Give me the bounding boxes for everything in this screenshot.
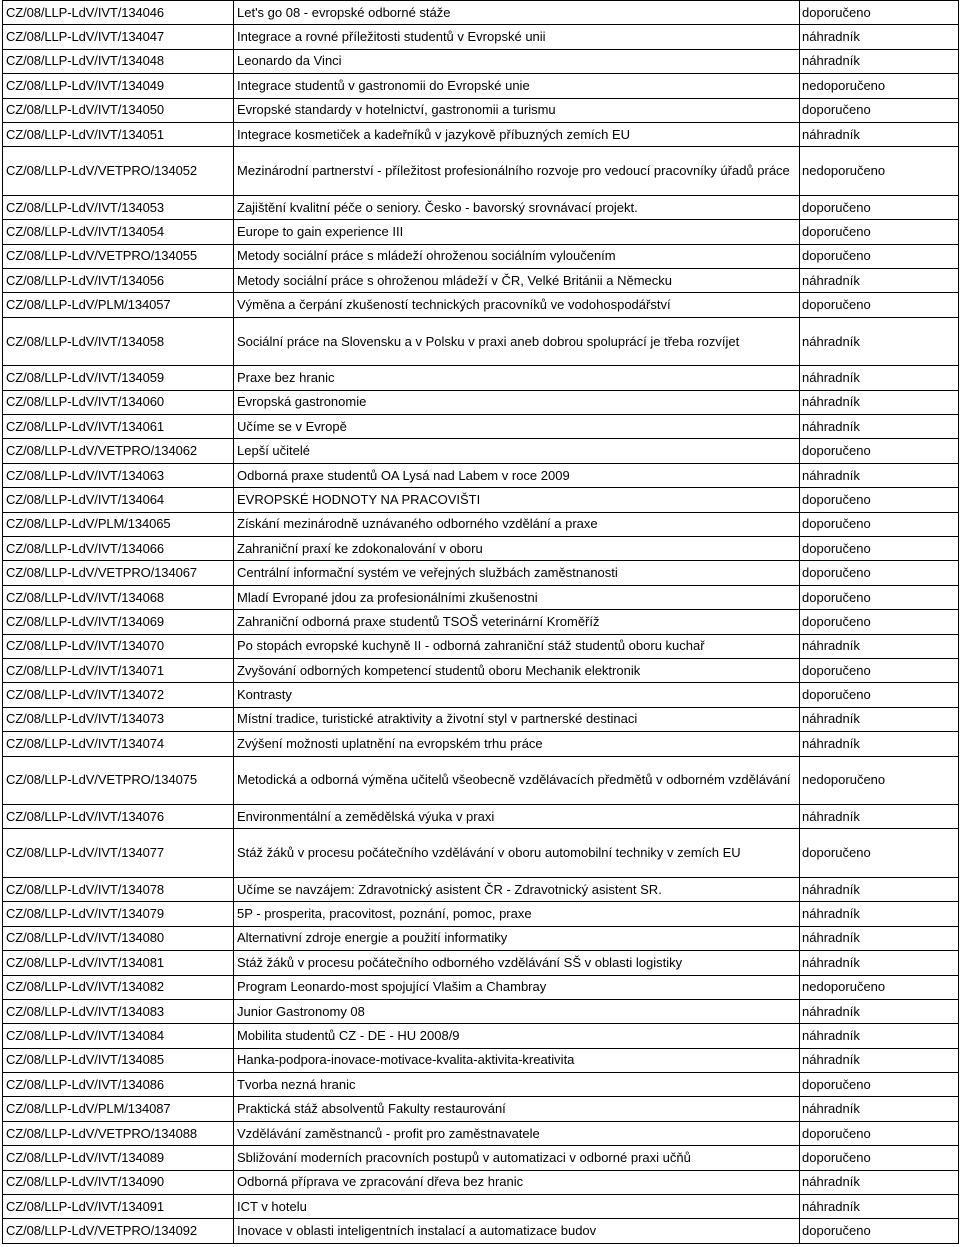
table-row — [3, 999, 959, 1023]
project-code-cell: CZ/08/LLP-LdV/IVT/134091 — [3, 1195, 234, 1219]
table-row — [3, 1048, 959, 1072]
project-code-cell: CZ/08/LLP-LdV/IVT/134056 — [3, 269, 234, 293]
table-row — [3, 366, 959, 390]
project-code-cell: CZ/08/LLP-LdV/VETPRO/134092 — [3, 1219, 234, 1243]
table-row — [3, 561, 959, 585]
project-title-cell: Integrace studentů v gastronomii do Evropské unie — [234, 74, 800, 98]
project-rating-cell: náhradník — [800, 951, 959, 975]
project-title-cell: Výměna a čerpání zkušeností technických pracovníků ve vodohospodářství — [234, 293, 800, 317]
table-row — [3, 195, 959, 219]
table-row — [3, 49, 959, 73]
table-row — [3, 877, 959, 901]
table-row — [3, 951, 959, 975]
project-title-cell: Alternativní zdroje energie a použití informatiky — [234, 926, 800, 950]
project-rating-cell: náhradník — [800, 902, 959, 926]
project-code-cell: CZ/08/LLP-LdV/IVT/134080 — [3, 926, 234, 950]
project-rating-cell: náhradník — [800, 1097, 959, 1121]
project-title-cell: Integrace a rovné příležitosti studentů v Evropské unii — [234, 25, 800, 49]
project-rating-cell: doporučeno — [800, 488, 959, 512]
project-rating-cell: doporučeno — [800, 1, 959, 25]
table-row — [3, 1024, 959, 1048]
project-rating-cell: doporučeno — [800, 293, 959, 317]
project-code-cell: CZ/08/LLP-LdV/IVT/134078 — [3, 877, 234, 901]
table-row — [3, 415, 959, 439]
project-rating-cell: doporučeno — [800, 610, 959, 634]
project-rating-cell: náhradník — [800, 25, 959, 49]
table-row — [3, 732, 959, 756]
table-row — [3, 463, 959, 487]
project-rating-cell: doporučeno — [800, 1121, 959, 1145]
project-rating-cell: náhradník — [800, 707, 959, 731]
project-code-cell: CZ/08/LLP-LdV/IVT/134050 — [3, 98, 234, 122]
project-title-cell: Mezinárodní partnerství - příležitost profesionálního rozvoje pro vedoucí pracovníky úřadů práce — [234, 147, 800, 196]
project-code-cell: CZ/08/LLP-LdV/VETPRO/134062 — [3, 439, 234, 463]
table-row — [3, 683, 959, 707]
table-row — [3, 634, 959, 658]
project-title-cell: Leonardo da Vinci — [234, 49, 800, 73]
project-code-cell: CZ/08/LLP-LdV/IVT/134066 — [3, 537, 234, 561]
project-code-cell: CZ/08/LLP-LdV/IVT/134053 — [3, 195, 234, 219]
project-code-cell: CZ/08/LLP-LdV/IVT/134064 — [3, 488, 234, 512]
project-code-cell: CZ/08/LLP-LdV/IVT/134090 — [3, 1170, 234, 1194]
project-code-cell: CZ/08/LLP-LdV/VETPRO/134067 — [3, 561, 234, 585]
table-row — [3, 220, 959, 244]
project-code-cell: CZ/08/LLP-LdV/IVT/134068 — [3, 585, 234, 609]
table-row — [3, 1121, 959, 1145]
project-title-cell: Europe to gain experience III — [234, 220, 800, 244]
project-code-cell: CZ/08/LLP-LdV/IVT/134072 — [3, 683, 234, 707]
project-title-cell: EVROPSKÉ HODNOTY NA PRACOVIŠTI — [234, 488, 800, 512]
project-rating-cell: doporučeno — [800, 244, 959, 268]
table-row — [3, 1073, 959, 1097]
project-code-cell: CZ/08/LLP-LdV/PLM/134087 — [3, 1097, 234, 1121]
project-rating-cell: náhradník — [800, 926, 959, 950]
project-code-cell: CZ/08/LLP-LdV/IVT/134082 — [3, 975, 234, 999]
project-title-cell: Mladí Evropané jdou za profesionálními zkušenostni — [234, 585, 800, 609]
project-code-cell: CZ/08/LLP-LdV/IVT/134084 — [3, 1024, 234, 1048]
project-title-cell: Zvýšení možnosti uplatnění na evropském trhu práce — [234, 732, 800, 756]
table-row — [3, 25, 959, 49]
project-code-cell: CZ/08/LLP-LdV/IVT/134069 — [3, 610, 234, 634]
project-code-cell: CZ/08/LLP-LdV/IVT/134074 — [3, 732, 234, 756]
table-row — [3, 317, 959, 366]
project-title-cell: Praktická stáž absolventů Fakulty restaurování — [234, 1097, 800, 1121]
project-title-cell: Metody sociální práce s ohroženou mládeží v ČR, Velké Británii a Německu — [234, 269, 800, 293]
project-code-cell: CZ/08/LLP-LdV/IVT/134081 — [3, 951, 234, 975]
project-rating-cell: doporučeno — [800, 98, 959, 122]
project-code-cell: CZ/08/LLP-LdV/IVT/134079 — [3, 902, 234, 926]
project-title-cell: Zvyšování odborných kompetencí studentů oboru Mechanik elektronik — [234, 658, 800, 682]
project-title-cell: Centrální informační systém ve veřejných službách zaměstnanosti — [234, 561, 800, 585]
project-code-cell: CZ/08/LLP-LdV/VETPRO/134075 — [3, 756, 234, 805]
project-title-cell: Evropská gastronomie — [234, 390, 800, 414]
project-code-cell: CZ/08/LLP-LdV/IVT/134089 — [3, 1146, 234, 1170]
project-title-cell: Odborná příprava ve zpracování dřeva bez hranic — [234, 1170, 800, 1194]
table-row — [3, 1195, 959, 1219]
project-rating-cell: nedoporučeno — [800, 147, 959, 196]
project-title-cell: Metody sociální práce s mládeží ohroženou sociálním vyloučením — [234, 244, 800, 268]
project-rating-cell: doporučeno — [800, 1146, 959, 1170]
table-row — [3, 244, 959, 268]
project-rating-cell: náhradník — [800, 1048, 959, 1072]
project-rating-cell: náhradník — [800, 366, 959, 390]
project-rating-cell: doporučeno — [800, 585, 959, 609]
table-row — [3, 829, 959, 878]
project-title-cell: Evropské standardy v hotelnictví, gastronomii a turismu — [234, 98, 800, 122]
project-rating-cell: náhradník — [800, 877, 959, 901]
project-title-cell: Program Leonardo-most spojující Vlašim a Chambray — [234, 975, 800, 999]
project-title-cell: Kontrasty — [234, 683, 800, 707]
project-rating-cell: doporučeno — [800, 220, 959, 244]
project-rating-cell: náhradník — [800, 999, 959, 1023]
project-title-cell: Odborná praxe studentů OA Lysá nad Labem v roce 2009 — [234, 463, 800, 487]
project-code-cell: CZ/08/LLP-LdV/IVT/134086 — [3, 1073, 234, 1097]
project-rating-cell: náhradník — [800, 269, 959, 293]
table-row — [3, 1, 959, 25]
table-row — [3, 488, 959, 512]
project-code-cell: CZ/08/LLP-LdV/IVT/134076 — [3, 805, 234, 829]
project-rating-cell: nedoporučeno — [800, 756, 959, 805]
table-row — [3, 926, 959, 950]
project-code-cell: CZ/08/LLP-LdV/IVT/134049 — [3, 74, 234, 98]
table-row — [3, 585, 959, 609]
project-code-cell: CZ/08/LLP-LdV/IVT/134073 — [3, 707, 234, 731]
project-rating-cell: náhradník — [800, 1170, 959, 1194]
project-code-cell: CZ/08/LLP-LdV/VETPRO/134055 — [3, 244, 234, 268]
project-title-cell: Stáž žáků v procesu počátečního vzdělávání v oboru automobilní techniky v zemích EU — [234, 829, 800, 878]
project-rating-cell: doporučeno — [800, 658, 959, 682]
project-title-cell: Zahraniční odborná praxe studentů TSOŠ veterinární Kroměříž — [234, 610, 800, 634]
table-row — [3, 1146, 959, 1170]
project-rating-cell: doporučeno — [800, 537, 959, 561]
project-title-cell: Získání mezinárodně uznávaného odborného vzdělání a praxe — [234, 512, 800, 536]
table-row — [3, 98, 959, 122]
project-code-cell: CZ/08/LLP-LdV/IVT/134047 — [3, 25, 234, 49]
table-row — [3, 390, 959, 414]
project-title-cell: Místní tradice, turistické atraktivity a životní styl v partnerské destinaci — [234, 707, 800, 731]
project-code-cell: CZ/08/LLP-LdV/IVT/134051 — [3, 122, 234, 146]
project-rating-cell: náhradník — [800, 1195, 959, 1219]
project-table — [2, 0, 959, 1244]
project-title-cell: Mobilita studentů CZ - DE - HU 2008/9 — [234, 1024, 800, 1048]
table-row — [3, 805, 959, 829]
project-rating-cell: doporučeno — [800, 829, 959, 878]
project-rating-cell: náhradník — [800, 805, 959, 829]
table-row — [3, 1170, 959, 1194]
project-rating-cell: doporučeno — [800, 683, 959, 707]
table-row — [3, 147, 959, 196]
project-rating-cell: náhradník — [800, 415, 959, 439]
project-code-cell: CZ/08/LLP-LdV/IVT/134077 — [3, 829, 234, 878]
project-rating-cell: doporučeno — [800, 439, 959, 463]
project-code-cell: CZ/08/LLP-LdV/IVT/134085 — [3, 1048, 234, 1072]
project-title-cell: Lepší učitelé — [234, 439, 800, 463]
table-row — [3, 74, 959, 98]
project-title-cell: Vzdělávání zaměstnanců - profit pro zaměstnavatele — [234, 1121, 800, 1145]
project-code-cell: CZ/08/LLP-LdV/IVT/134059 — [3, 366, 234, 390]
table-row — [3, 610, 959, 634]
project-title-cell: Integrace kosmetiček a kadeřníků v jazykově příbuzných zemích EU — [234, 122, 800, 146]
project-title-cell: Inovace v oblasti inteligentních instalací a automatizace budov — [234, 1219, 800, 1243]
project-table-body — [3, 1, 959, 1244]
project-code-cell: CZ/08/LLP-LdV/IVT/134061 — [3, 415, 234, 439]
project-rating-cell: doporučeno — [800, 561, 959, 585]
project-title-cell: Sociální práce na Slovensku a v Polsku v praxi aneb dobrou spoluprácí je třeba rozvíjet — [234, 317, 800, 366]
table-row — [3, 269, 959, 293]
project-title-cell: Po stopách evropské kuchyně II - odborná zahraniční stáž studentů oboru kuchař — [234, 634, 800, 658]
project-code-cell: CZ/08/LLP-LdV/IVT/134083 — [3, 999, 234, 1023]
table-row — [3, 756, 959, 805]
table-row — [3, 537, 959, 561]
project-title-cell: Zajištění kvalitní péče o seniory. Česko - bavorský srovnávací projekt. — [234, 195, 800, 219]
table-row — [3, 707, 959, 731]
table-row — [3, 658, 959, 682]
table-row — [3, 1097, 959, 1121]
project-rating-cell: náhradník — [800, 49, 959, 73]
project-code-cell: CZ/08/LLP-LdV/PLM/134065 — [3, 512, 234, 536]
project-code-cell: CZ/08/LLP-LdV/IVT/134063 — [3, 463, 234, 487]
table-row — [3, 975, 959, 999]
project-title-cell: Hanka-podpora-inovace-motivace-kvalita-aktivita-kreativita — [234, 1048, 800, 1072]
project-rating-cell: doporučeno — [800, 512, 959, 536]
table-row — [3, 902, 959, 926]
project-title-cell: Zahraniční praxí ke zdokonalování v oboru — [234, 537, 800, 561]
project-code-cell: CZ/08/LLP-LdV/IVT/134060 — [3, 390, 234, 414]
project-title-cell: Metodická a odborná výměna učitelů všeobecně vzdělávacích předmětů v odborném vzdělávání — [234, 756, 800, 805]
project-title-cell: ICT v hotelu — [234, 1195, 800, 1219]
project-title-cell: Sbližování moderních pracovních postupů v automatizaci v odborné praxi učňů — [234, 1146, 800, 1170]
project-rating-cell: náhradník — [800, 463, 959, 487]
project-rating-cell: doporučeno — [800, 1073, 959, 1097]
project-title-cell: Junior Gastronomy 08 — [234, 999, 800, 1023]
project-rating-cell: náhradník — [800, 634, 959, 658]
project-code-cell: CZ/08/LLP-LdV/IVT/134054 — [3, 220, 234, 244]
project-title-cell: Učíme se navzájem: Zdravotnický asistent ČR - Zdravotnický asistent SR. — [234, 877, 800, 901]
project-code-cell: CZ/08/LLP-LdV/VETPRO/134088 — [3, 1121, 234, 1145]
project-rating-cell: doporučeno — [800, 195, 959, 219]
project-code-cell: CZ/08/LLP-LdV/IVT/134046 — [3, 1, 234, 25]
project-title-cell: 5P - prosperita, pracovitost, poznání, pomoc, praxe — [234, 902, 800, 926]
project-code-cell: CZ/08/LLP-LdV/IVT/134071 — [3, 658, 234, 682]
project-title-cell: Tvorba nezná hranic — [234, 1073, 800, 1097]
project-code-cell: CZ/08/LLP-LdV/PLM/134057 — [3, 293, 234, 317]
project-rating-cell: náhradník — [800, 390, 959, 414]
table-row — [3, 439, 959, 463]
project-title-cell: Let's go 08 - evropské odborné stáže — [234, 1, 800, 25]
project-code-cell: CZ/08/LLP-LdV/IVT/134070 — [3, 634, 234, 658]
project-title-cell: Stáž žáků v procesu počátečního odborného vzdělávání SŠ v oblasti logistiky — [234, 951, 800, 975]
project-rating-cell: náhradník — [800, 732, 959, 756]
project-rating-cell: náhradník — [800, 317, 959, 366]
project-code-cell: CZ/08/LLP-LdV/IVT/134048 — [3, 49, 234, 73]
project-rating-cell: nedoporučeno — [800, 975, 959, 999]
table-row — [3, 293, 959, 317]
project-title-cell: Praxe bez hranic — [234, 366, 800, 390]
project-title-cell: Učíme se v Evropě — [234, 415, 800, 439]
project-rating-cell: náhradník — [800, 1024, 959, 1048]
table-row — [3, 122, 959, 146]
table-row — [3, 1219, 959, 1243]
project-rating-cell: doporučeno — [800, 1219, 959, 1243]
project-code-cell: CZ/08/LLP-LdV/IVT/134058 — [3, 317, 234, 366]
project-rating-cell: náhradník — [800, 122, 959, 146]
project-rating-cell: nedoporučeno — [800, 74, 959, 98]
project-title-cell: Environmentální a zemědělská výuka v praxi — [234, 805, 800, 829]
table-row — [3, 512, 959, 536]
project-code-cell: CZ/08/LLP-LdV/VETPRO/134052 — [3, 147, 234, 196]
